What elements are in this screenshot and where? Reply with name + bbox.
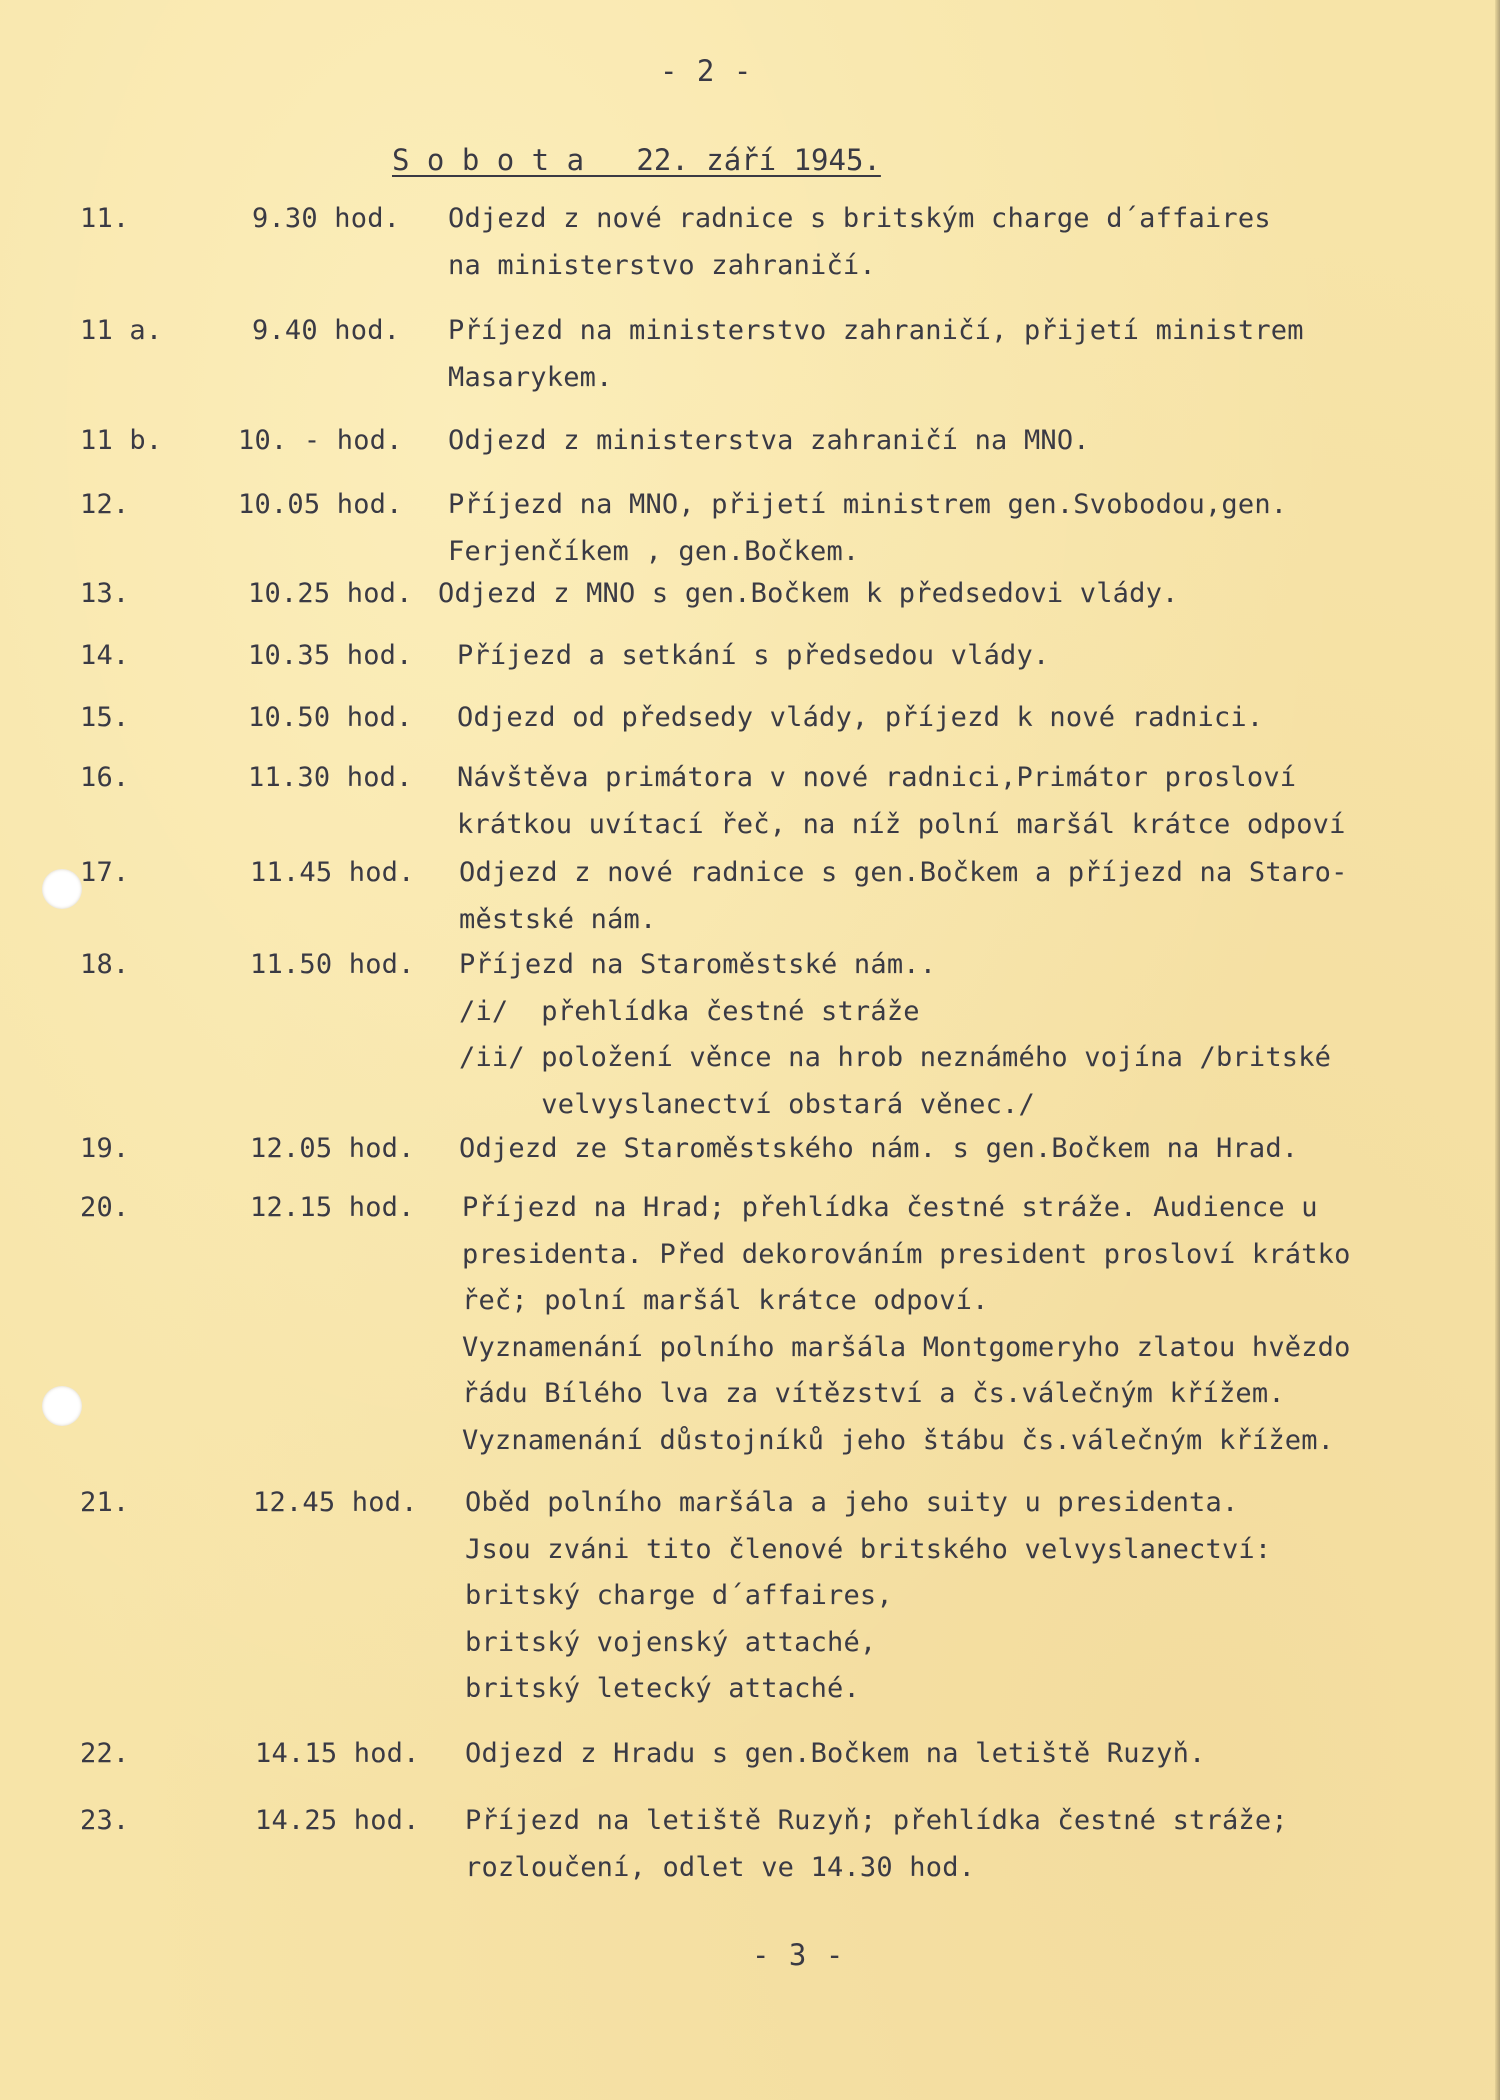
entry-text-line: Odjezd z nové radnice s britským charge d´affaires bbox=[448, 203, 1271, 234]
entry-time: 12.45 hod. bbox=[253, 1487, 418, 1518]
entry-text-line: na ministerstvo zahraničí. bbox=[448, 249, 876, 281]
entry-text-line: Odjezd z nové radnice s gen.Bočkem a příjezd na Staro- bbox=[459, 857, 1348, 888]
entry-text-line: /ii/ položení věnce na hrob neznámého vojína /britské bbox=[459, 1042, 1332, 1073]
entry-text-line: krátkou uvítací řeč, na níž polní maršál krátce odpoví bbox=[457, 808, 1346, 840]
entry-text-line: Masarykem. bbox=[448, 361, 613, 393]
entry-text-line: Odjezd z ministerstva zahraničí na MNO. bbox=[448, 425, 1090, 456]
page-heading: S o b o t a 22. září 1945. bbox=[392, 143, 881, 177]
entry-text-line: Odjezd z MNO s gen.Bočkem k předsedovi vlády. bbox=[438, 578, 1179, 609]
entry-number: 22. bbox=[80, 1738, 130, 1769]
page-number-top: - 2 - bbox=[660, 54, 753, 88]
entry-text-line: Ferjenčíkem , gen.Bočkem. bbox=[448, 535, 860, 567]
entry-text-line: Vyznamenání polního maršála Montgomeryho zlatou hvězdo bbox=[462, 1331, 1351, 1363]
entry-number: 11 b. bbox=[80, 425, 163, 456]
entry-number: 12. bbox=[80, 489, 130, 520]
entry-number: 19. bbox=[80, 1133, 130, 1164]
entry-number: 17. bbox=[80, 857, 130, 888]
entry-time: 12.05 hod. bbox=[250, 1133, 415, 1164]
punch-hole-top bbox=[42, 869, 82, 909]
entry-text-line: velvyslanectví obstará věnec./ bbox=[459, 1088, 1035, 1120]
entry-text-line: rozloučení, odlet ve 14.30 hod. bbox=[465, 1851, 976, 1883]
entry-text-line: Příjezd na ministerstvo zahraničí, přijetí ministrem bbox=[448, 315, 1304, 346]
entry-time: 10.35 hod. bbox=[248, 640, 413, 671]
entry-time: 10.25 hod. bbox=[248, 578, 413, 609]
entry-time: 10. - hod. bbox=[238, 425, 403, 456]
entry-text-line: britský letecký attaché. bbox=[465, 1673, 860, 1704]
entry-number: 14. bbox=[80, 640, 130, 671]
entry-text-line: Odjezd od předsedy vlády, příjezd k nové radnici. bbox=[457, 702, 1264, 733]
entry-time: 12.15 hod. bbox=[250, 1192, 415, 1223]
entry-text-line: britský vojenský attaché, bbox=[465, 1626, 877, 1658]
entry-text-line: městské nám. bbox=[459, 903, 657, 935]
entry-time: 14.15 hod. bbox=[255, 1738, 420, 1769]
entry-time: 11.45 hod. bbox=[250, 857, 415, 888]
entry-text-line: Návštěva primátora v nové radnici,Primátor prosloví bbox=[457, 762, 1297, 793]
entry-text-line: Oběd polního maršála a jeho suity u presidenta. bbox=[465, 1487, 1239, 1518]
entry-text-line: Příjezd na MNO, přijetí ministrem gen.Svobodou,gen. bbox=[448, 489, 1288, 520]
entry-time: 14.25 hod. bbox=[255, 1805, 420, 1836]
entry-text-line: řádu Bílého lva za vítězství a čs.válečným křížem. bbox=[462, 1378, 1285, 1409]
entry-time: 11.50 hod. bbox=[250, 949, 415, 980]
entry-number: 15. bbox=[80, 702, 130, 733]
paper-edge bbox=[1495, 0, 1500, 2100]
entry-text-line: /i/ přehlídka čestné stráže bbox=[459, 995, 920, 1027]
entry-number: 13. bbox=[80, 578, 130, 609]
entry-text-line: Jsou zváni tito členové britského velvyslanectví: bbox=[465, 1533, 1272, 1565]
entry-text-line: řeč; polní maršál krátce odpoví. bbox=[462, 1285, 989, 1316]
entry-text-line: britský charge d´affaires, bbox=[465, 1580, 893, 1611]
entry-text-line: Příjezd na letiště Ruzyň; přehlídka čestné stráže; bbox=[465, 1805, 1288, 1836]
punch-hole-bottom bbox=[42, 1386, 82, 1426]
entry-number: 18. bbox=[80, 949, 130, 980]
entry-time: 10.50 hod. bbox=[248, 702, 413, 733]
entry-text-line: Příjezd na Hrad; přehlídka čestné stráže. Audience u bbox=[462, 1192, 1318, 1223]
entry-text-line: presidenta. Před dekorováním president prosloví krátko bbox=[462, 1238, 1351, 1270]
entry-text-line: Příjezd a setkání s předsedou vlády. bbox=[457, 640, 1050, 671]
entry-time: 11.30 hod. bbox=[248, 762, 413, 793]
page-number-bottom: - 3 - bbox=[752, 1938, 845, 1972]
entry-number: 23. bbox=[80, 1805, 130, 1836]
entry-text-line: Příjezd na Staroměstské nám.. bbox=[459, 949, 937, 980]
entry-number: 16. bbox=[80, 762, 130, 793]
entry-text-line: Vyznamenání důstojníků jeho štábu čs.válečným křížem. bbox=[462, 1424, 1335, 1456]
entry-text-line: Odjezd z Hradu s gen.Bočkem na letiště Ruzyň. bbox=[465, 1738, 1206, 1769]
entry-text-line: Odjezd ze Staroměstského nám. s gen.Bočkem na Hrad. bbox=[459, 1133, 1299, 1164]
entry-time: 10.05 hod. bbox=[238, 489, 403, 520]
entry-number: 20. bbox=[80, 1192, 130, 1223]
entry-number: 11 a. bbox=[80, 315, 163, 346]
entry-number: 21. bbox=[80, 1487, 130, 1518]
entry-number: 11. bbox=[80, 203, 130, 234]
entry-time: 9.40 hod. bbox=[252, 315, 401, 346]
entry-time: 9.30 hod. bbox=[252, 203, 401, 234]
